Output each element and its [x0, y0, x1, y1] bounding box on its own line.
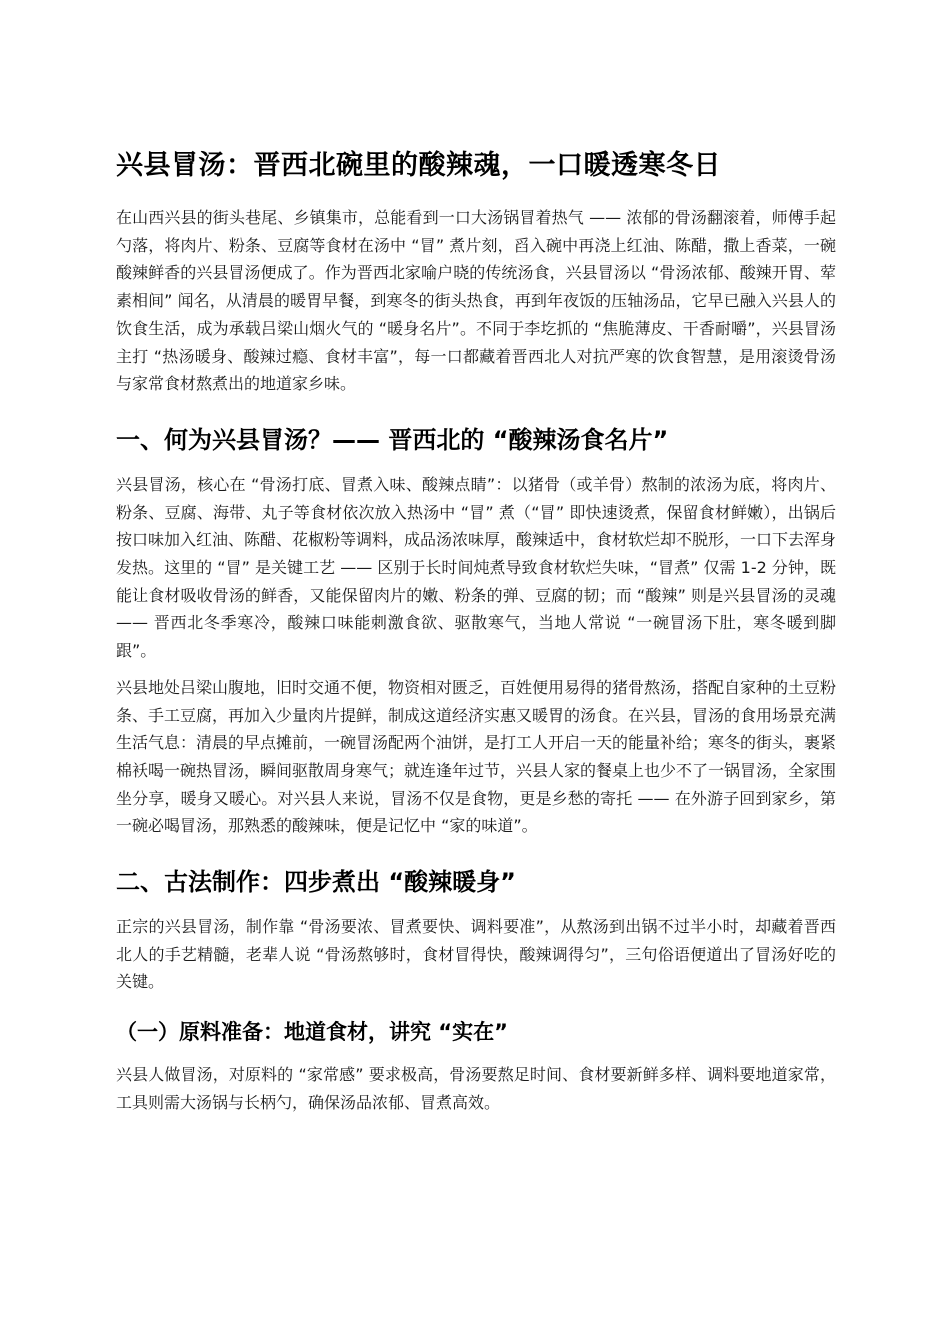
section-2-paragraph-1: 正宗的兴县冒汤，制作靠 “骨汤要浓、冒煮要快、调料要准”，从熬汤到出锅不过半小时，却藏着晋西北人的手艺精髓，老辈人说 “骨汤熬够时，食材冒得快，酸辣调得匀”，三句俗语便道出了冒汤好吃的关键。	[116, 917, 836, 992]
section-1-paragraph-1: 兴县冒汤，核心在 “骨汤打底、冒煮入味、酸辣点睛”：以猪骨（或羊骨）熬制的浓汤为底，将肉片、粉条、豆腐、海带、丸子等食材依次放入热汤中 “冒” 煮（“冒” 即快速烫煮，保留食材鲜嫩），出锅后按口味加入红油、陈醋、花椒粉等调料，成品汤浓味厚，酸辣适中，食材软烂却不脱形，一口下去浑身发热。这里的 “冒” 是关键工艺 —— 区别于长时间炖煮导致食材软烂失味，“冒煮” 仅需 1-2 分钟，既能让食材吸收骨汤的鲜香，又能保留肉片的嫩、粉条的弹、豆腐的韧；而 “酸辣” 则是兴县冒汤的灵魂 —— 晋西北冬季寒冷，酸辣口味能刺激食欲、驱散寒气，当地人常说 “一碗冒汤下肚，寒冬暖到脚跟”。	[116, 474, 837, 661]
document-title: 兴县冒汤：晋西北碗里的酸辣魂，一口暖透寒冬日	[116, 150, 721, 181]
section-2-heading: 二、古法制作：四步煮出 “酸辣暖身”	[116, 868, 516, 897]
section-3-heading: （一）原料准备：地道食材，讲究 “实在”	[116, 1020, 508, 1045]
section-1-heading: 一、何为兴县冒汤？—— 晋西北的 “酸辣汤食名片”	[116, 425, 669, 454]
section-3-paragraph-1: 兴县人做冒汤，对原料的 “家常感” 要求极高，骨汤要熬足时间、食材要新鲜多样、调料要地道家常，工具则需大汤锅与长柄勺，确保汤品浓郁、冒煮高效。	[116, 1065, 836, 1112]
section-1-paragraph-2: 兴县地处吕梁山腹地，旧时交通不便，物资相对匮乏，百姓便用易得的猪骨熬汤，搭配自家种的土豆粉条、手工豆腐，再加入少量肉片提鲜，制成这道经济实惠又暖胃的汤食。在兴县，冒汤的食用场景充满生活气息：清晨的早点摊前，一碗冒汤配两个油饼，是打工人开启一天的能量补给；寒冬的街头，裹紧棉袄喝一碗热冒汤，瞬间驱散周身寒气；就连逢年过节，兴县人家的餐桌上也少不了一锅冒汤，全家围坐分享，暖身又暖心。对兴县人来说，冒汤不仅是食物，更是乡愁的寄托 —— 在外游子回到家乡，第一碗必喝冒汤，那熟悉的酸辣味，便是记忆中 “家的味道”。	[116, 677, 837, 836]
document-page	[116, 148, 836, 1126]
intro-paragraph: 在山西兴县的街头巷尾、乡镇集市，总能看到一口大汤锅冒着热气 —— 浓郁的骨汤翻滚着，师傅手起勺落，将肉片、粉条、豆腐等食材在汤中 “冒” 煮片刻，舀入碗中再浇上红油、陈醋，撒上香菜，一碗酸辣鲜香的兴县冒汤便成了。作为晋西北家喻户晓的传统汤食，兴县冒汤以 “骨汤浓郁、酸辣开胃、荤素相间” 闻名，从清晨的暖胃早餐，到寒冬的街头热食，再到年夜饭的压轴汤品，它早已融入兴县人的饮食生活，成为承载吕梁山烟火气的 “暖身名片”。不同于李圪抓的 “焦脆薄皮、干香耐嚼”，兴县冒汤主打 “热汤暖身、酸辣过瘾、食材丰富”，每一口都藏着晋西北人对抗严寒的饮食智慧，是用滚烫骨汤与家常食材熬煮出的地道家乡味。	[116, 208, 836, 394]
